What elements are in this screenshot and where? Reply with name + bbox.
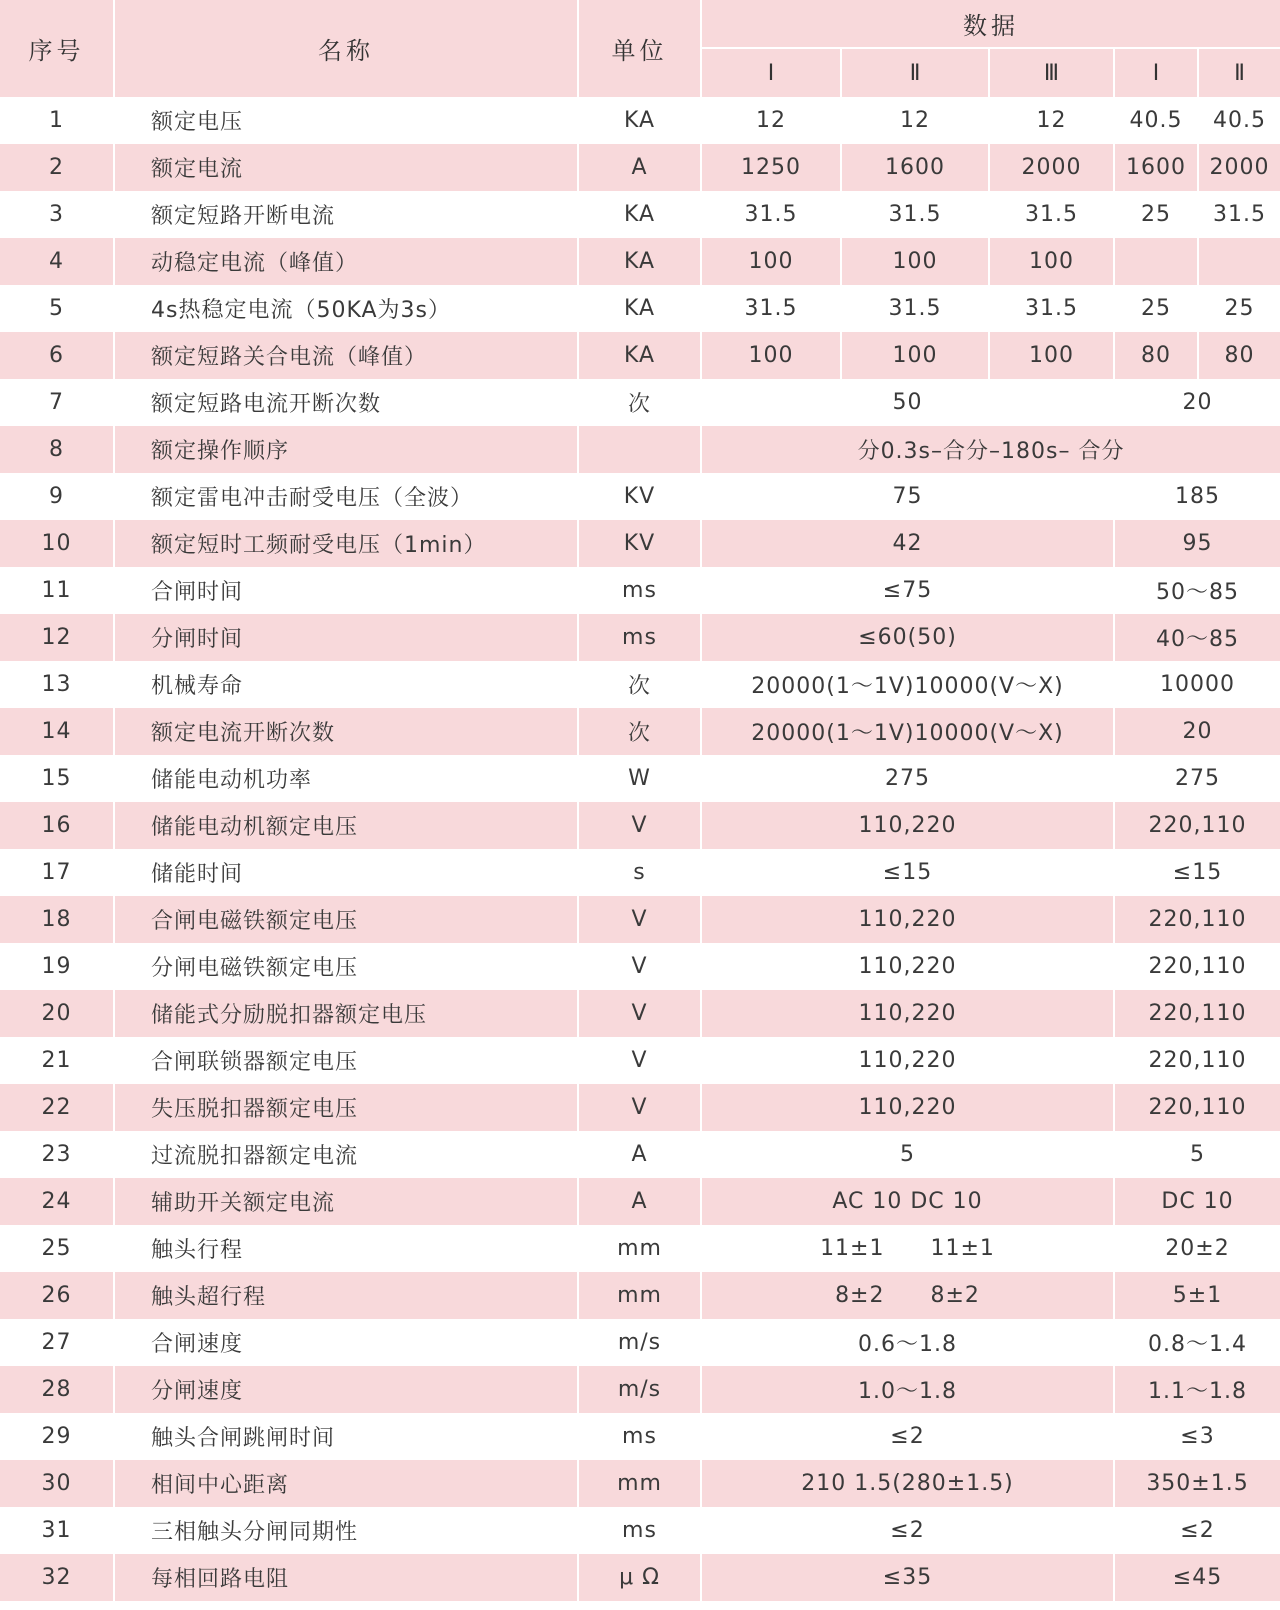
data-cell: ≤35: [701, 1554, 1114, 1601]
table-row: [0, 990, 1280, 1037]
row-name: 每相回路电阻: [114, 1554, 578, 1601]
row-name: 4s热稳定电流（50KA为3s）: [114, 285, 578, 332]
row-unit: ms: [578, 567, 701, 614]
data-cell: 5: [1114, 1131, 1280, 1178]
data-cell: 110,220: [701, 1084, 1114, 1131]
data-cell: 20: [1114, 708, 1280, 755]
row-unit: ms: [578, 1507, 701, 1554]
table-row: [0, 943, 1280, 990]
row-unit: A: [578, 1131, 701, 1178]
header-sub: Ⅰ: [701, 48, 841, 97]
row-no: 12: [0, 614, 114, 661]
table-row: [0, 1319, 1280, 1366]
data-cell: ≤15: [701, 849, 1114, 896]
row-no: 27: [0, 1319, 114, 1366]
row-name: 额定短路电流开断次数: [114, 379, 578, 426]
data-cell: 100: [841, 238, 989, 285]
row-name: 额定雷电冲击耐受电压（全波）: [114, 473, 578, 520]
row-name: 合闸联锁器额定电压: [114, 1037, 578, 1084]
table-row: [0, 1507, 1280, 1554]
row-no: 30: [0, 1460, 114, 1507]
row-unit: ms: [578, 614, 701, 661]
row-name: 过流脱扣器额定电流: [114, 1131, 578, 1178]
data-cell: 分0.3s–合分–180s– 合分: [701, 426, 1280, 473]
row-unit: W: [578, 755, 701, 802]
header-sub: Ⅱ: [1198, 48, 1280, 97]
table-row: [0, 379, 1280, 426]
row-no: 24: [0, 1178, 114, 1225]
data-cell: 80: [1114, 332, 1198, 379]
data-cell: [701, 1225, 1114, 1272]
data-cell: 40.5: [1114, 97, 1198, 144]
row-name: 额定短路关合电流（峰值）: [114, 332, 578, 379]
table-row: [0, 1272, 1280, 1319]
table-row: [0, 896, 1280, 943]
row-no: 31: [0, 1507, 114, 1554]
data-cell: 31.5: [989, 191, 1114, 238]
row-name: 储能时间: [114, 849, 578, 896]
data-cell: [1198, 238, 1280, 285]
row-name: 相间中心距离: [114, 1460, 578, 1507]
row-name: 触头行程: [114, 1225, 578, 1272]
data-cell: 10000: [1114, 661, 1280, 708]
data-cell: 31.5: [1198, 191, 1280, 238]
row-name: 额定电流开断次数: [114, 708, 578, 755]
data-cell: 220,110: [1114, 1084, 1280, 1131]
table-row: [0, 238, 1280, 285]
row-name: 额定电压: [114, 97, 578, 144]
header-sub: Ⅱ: [841, 48, 989, 97]
table-body: [0, 97, 1280, 1601]
data-cell: 40～85: [1114, 614, 1280, 661]
table-row: [0, 191, 1280, 238]
row-unit: ms: [578, 1413, 701, 1460]
data-cell: 2000: [1198, 144, 1280, 191]
row-no: 28: [0, 1366, 114, 1413]
table-row: [0, 1460, 1280, 1507]
row-no: 5: [0, 285, 114, 332]
row-name: 分闸时间: [114, 614, 578, 661]
row-no: 32: [0, 1554, 114, 1601]
table-row: [0, 97, 1280, 144]
row-name: 机械寿命: [114, 661, 578, 708]
pair-value: 11±1: [820, 1236, 885, 1261]
row-unit: A: [578, 144, 701, 191]
table-row: [0, 1554, 1280, 1601]
row-name: 合闸电磁铁额定电压: [114, 896, 578, 943]
data-cell: 1.0～1.8: [701, 1366, 1114, 1413]
row-no: 19: [0, 943, 114, 990]
row-no: 21: [0, 1037, 114, 1084]
data-cell: 220,110: [1114, 943, 1280, 990]
row-name: 触头超行程: [114, 1272, 578, 1319]
data-cell: 31.5: [841, 191, 989, 238]
table-row: [0, 802, 1280, 849]
table-row: [0, 473, 1280, 520]
data-cell: 12: [701, 97, 841, 144]
data-cell: 0.6～1.8: [701, 1319, 1114, 1366]
row-no: 18: [0, 896, 114, 943]
row-unit: KA: [578, 97, 701, 144]
data-cell: 0.8～1.4: [1114, 1319, 1280, 1366]
data-cell: 220,110: [1114, 802, 1280, 849]
data-cell: ≤2: [701, 1507, 1114, 1554]
row-unit: KA: [578, 285, 701, 332]
data-cell: 100: [989, 332, 1114, 379]
data-cell: 2000: [989, 144, 1114, 191]
data-cell: 1600: [1114, 144, 1198, 191]
value-pair: [820, 1236, 995, 1261]
data-cell: 100: [701, 238, 841, 285]
row-no: 2: [0, 144, 114, 191]
data-cell: 100: [701, 332, 841, 379]
data-cell: 110,220: [701, 943, 1114, 990]
data-cell: 50: [701, 379, 1114, 426]
pair-value: 8±2: [930, 1283, 980, 1308]
row-unit: mm: [578, 1460, 701, 1507]
row-name: 辅助开关额定电流: [114, 1178, 578, 1225]
row-unit: 次: [578, 379, 701, 426]
table-row: [0, 520, 1280, 567]
data-cell: [1114, 238, 1198, 285]
header-unit: 单位: [578, 0, 701, 97]
row-unit: KA: [578, 332, 701, 379]
table-row: [0, 1131, 1280, 1178]
data-cell: 185: [1114, 473, 1280, 520]
row-no: 20: [0, 990, 114, 1037]
table-row: [0, 1178, 1280, 1225]
table-row: [0, 567, 1280, 614]
row-unit: 次: [578, 708, 701, 755]
row-name: 分闸电磁铁额定电压: [114, 943, 578, 990]
row-name: 三相触头分闸同期性: [114, 1507, 578, 1554]
data-cell: 100: [841, 332, 989, 379]
row-name: 合闸速度: [114, 1319, 578, 1366]
data-cell: 5: [701, 1131, 1114, 1178]
row-unit: V: [578, 1037, 701, 1084]
data-cell: 110,220: [701, 802, 1114, 849]
row-unit: KV: [578, 520, 701, 567]
pair-value: 11±1: [930, 1236, 995, 1261]
data-cell: 210 1.5(280±1.5): [701, 1460, 1114, 1507]
data-cell: 25: [1114, 191, 1198, 238]
row-unit: 次: [578, 661, 701, 708]
row-name: 额定短时工频耐受电压（1min）: [114, 520, 578, 567]
row-no: 3: [0, 191, 114, 238]
row-no: 14: [0, 708, 114, 755]
table-row: [0, 426, 1280, 473]
data-cell: 100: [989, 238, 1114, 285]
row-unit: [578, 426, 701, 473]
row-unit: KA: [578, 191, 701, 238]
row-name: 额定操作顺序: [114, 426, 578, 473]
row-name: 触头合闸跳闸时间: [114, 1413, 578, 1460]
data-cell: DC 10: [1114, 1178, 1280, 1225]
data-cell: 5±1: [1114, 1272, 1280, 1319]
table-row: [0, 614, 1280, 661]
header-name: 名称: [114, 0, 578, 97]
row-name: 储能电动机额定电压: [114, 802, 578, 849]
row-unit: KV: [578, 473, 701, 520]
data-cell: 40.5: [1198, 97, 1280, 144]
data-cell: 220,110: [1114, 990, 1280, 1037]
data-cell: 110,220: [701, 990, 1114, 1037]
data-cell: 350±1.5: [1114, 1460, 1280, 1507]
table-row: [0, 1413, 1280, 1460]
table-row: [0, 1084, 1280, 1131]
row-no: 25: [0, 1225, 114, 1272]
row-unit: μ Ω: [578, 1554, 701, 1601]
data-cell: ≤75: [701, 567, 1114, 614]
row-no: 7: [0, 379, 114, 426]
table-row: [0, 1225, 1280, 1272]
row-name: 额定短路开断电流: [114, 191, 578, 238]
header-sub: Ⅲ: [989, 48, 1114, 97]
data-cell: AC 10 DC 10: [701, 1178, 1114, 1225]
row-unit: mm: [578, 1272, 701, 1319]
table-row: [0, 849, 1280, 896]
data-cell: 220,110: [1114, 896, 1280, 943]
data-cell: 20000(1～1V)10000(V～X): [701, 708, 1114, 755]
row-unit: m/s: [578, 1319, 701, 1366]
row-unit: V: [578, 802, 701, 849]
row-unit: mm: [578, 1225, 701, 1272]
row-no: 16: [0, 802, 114, 849]
row-no: 11: [0, 567, 114, 614]
row-unit: KA: [578, 238, 701, 285]
table-row: [0, 1366, 1280, 1413]
table-row: [0, 755, 1280, 802]
row-name: 额定电流: [114, 144, 578, 191]
header-data: 数据: [701, 0, 1280, 48]
pair-value: 8±2: [835, 1283, 885, 1308]
row-name: 储能式分励脱扣器额定电压: [114, 990, 578, 1037]
row-name: 动稳定电流（峰值）: [114, 238, 578, 285]
data-cell: 31.5: [701, 191, 841, 238]
row-no: 10: [0, 520, 114, 567]
data-cell: 20: [1114, 379, 1280, 426]
header-sub: Ⅰ: [1114, 48, 1198, 97]
table-header: [0, 0, 1280, 97]
row-no: 8: [0, 426, 114, 473]
data-cell: 110,220: [701, 1037, 1114, 1084]
table-row: [0, 332, 1280, 379]
row-name: 合闸时间: [114, 567, 578, 614]
data-cell: 20±2: [1114, 1225, 1280, 1272]
row-no: 9: [0, 473, 114, 520]
data-cell: ≤60(50): [701, 614, 1114, 661]
data-cell: 1.1～1.8: [1114, 1366, 1280, 1413]
table-row: [0, 144, 1280, 191]
data-cell: ≤2: [1114, 1507, 1280, 1554]
table-row: [0, 1037, 1280, 1084]
data-cell: 20000(1～1V)10000(V～X): [701, 661, 1114, 708]
row-no: 23: [0, 1131, 114, 1178]
row-no: 17: [0, 849, 114, 896]
data-cell: 1600: [841, 144, 989, 191]
data-cell: ≤2: [701, 1413, 1114, 1460]
value-pair: [835, 1283, 980, 1308]
row-unit: s: [578, 849, 701, 896]
data-cell: ≤45: [1114, 1554, 1280, 1601]
header-no: 序号: [0, 0, 114, 97]
data-cell: 275: [1114, 755, 1280, 802]
row-unit: V: [578, 1084, 701, 1131]
row-unit: V: [578, 896, 701, 943]
table-row: [0, 708, 1280, 755]
data-cell: 220,110: [1114, 1037, 1280, 1084]
data-cell: 1250: [701, 144, 841, 191]
data-cell: 31.5: [841, 285, 989, 332]
table-row: [0, 285, 1280, 332]
data-cell: 42: [701, 520, 1114, 567]
data-cell: 31.5: [701, 285, 841, 332]
data-cell: [701, 1272, 1114, 1319]
row-unit: m/s: [578, 1366, 701, 1413]
row-no: 29: [0, 1413, 114, 1460]
data-cell: 75: [701, 473, 1114, 520]
data-cell: 110,220: [701, 896, 1114, 943]
row-no: 15: [0, 755, 114, 802]
row-no: 1: [0, 97, 114, 144]
row-unit: V: [578, 990, 701, 1037]
data-cell: 275: [701, 755, 1114, 802]
data-cell: ≤3: [1114, 1413, 1280, 1460]
row-unit: A: [578, 1178, 701, 1225]
data-cell: ≤15: [1114, 849, 1280, 896]
data-cell: 80: [1198, 332, 1280, 379]
row-no: 4: [0, 238, 114, 285]
data-cell: 25: [1198, 285, 1280, 332]
data-cell: 50～85: [1114, 567, 1280, 614]
row-name: 储能电动机功率: [114, 755, 578, 802]
data-cell: 12: [989, 97, 1114, 144]
data-cell: 12: [841, 97, 989, 144]
table-row: [0, 661, 1280, 708]
data-cell: 25: [1114, 285, 1198, 332]
row-no: 13: [0, 661, 114, 708]
row-no: 22: [0, 1084, 114, 1131]
row-name: 失压脱扣器额定电压: [114, 1084, 578, 1131]
row-name: 分闸速度: [114, 1366, 578, 1413]
row-unit: V: [578, 943, 701, 990]
data-cell: 31.5: [989, 285, 1114, 332]
data-cell: 95: [1114, 520, 1280, 567]
row-no: 6: [0, 332, 114, 379]
row-no: 26: [0, 1272, 114, 1319]
